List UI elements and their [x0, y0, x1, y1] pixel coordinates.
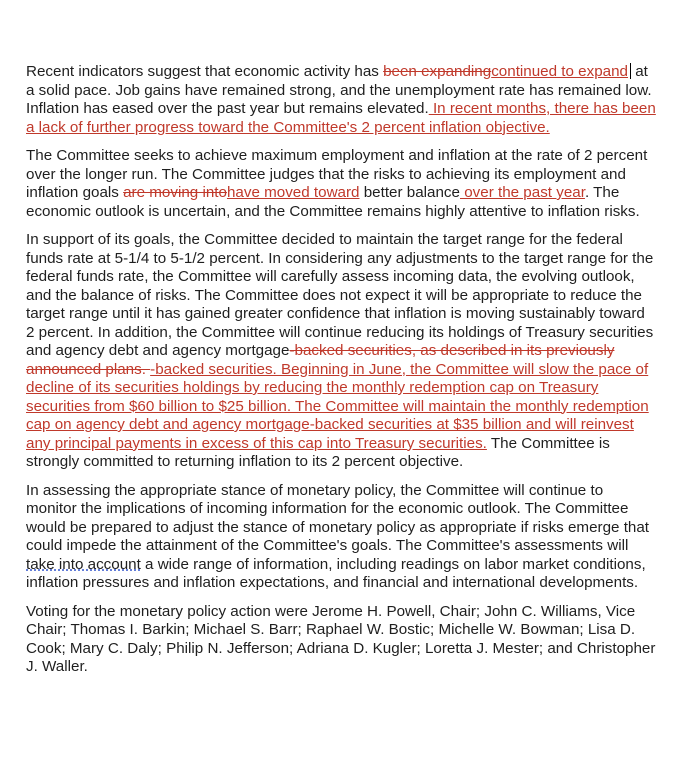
- text-run: . The economic outlook is uncertain, and the Committee remains highly attentive to inflation risks.: [26, 184, 640, 220]
- inserted-text: have moved toward: [226, 184, 360, 201]
- paragraph-assessing-stance: [26, 482, 656, 593]
- text-run: The Committee is strongly committed to returning inflation to its 2 percent objective.: [26, 434, 610, 470]
- text-run: a wide range of information, including readings on labor market conditions, inflation pressures and inflation expectations, and financial and international developments.: [26, 555, 646, 591]
- grammar-flagged-text[interactable]: take into account: [26, 555, 141, 573]
- document-body[interactable]: [26, 63, 656, 687]
- inserted-text: [491, 63, 631, 80]
- paragraph-committee-goals: [26, 147, 656, 221]
- paragraph-economic-activity: [26, 63, 656, 137]
- deleted-text: -backed securities, as described in its previously announced plans.: [26, 342, 615, 378]
- inserted-text: over the past year: [459, 184, 585, 201]
- text-run: The Committee seeks to achieve maximum employment and inflation at the rate of 2 percent over the longer run. The Committee judges that the risks to achieving its employment and inflation goals: [26, 147, 648, 201]
- inserted-text: In recent months, there has been a lack of further progress toward the Committee's 2 percent inflation objective.: [26, 100, 656, 136]
- text-run: at a solid pace. Job gains have remained strong, and the unemployment rate has remained low. Inflation has eased over the past year but remains elevated.: [26, 63, 652, 117]
- paragraph-voting-members: [26, 603, 656, 677]
- inserted-text-run: continued to expand: [491, 63, 629, 80]
- text-run: Recent indicators suggest that economic activity has: [26, 63, 384, 80]
- text-run: Voting for the monetary policy action were Jerome H. Powell, Chair; John C. Williams, Vice Chair; Thomas I. Barkin; Michael S. Barr; Raphael W. Bostic; Michelle W. Bowman; Lisa D. Cook; Mary C. Daly; Philip N. Jefferson; Adriana D. Kugler; Loretta J. Mester; and Christopher J. Waller.: [26, 602, 656, 675]
- deleted-text: been expanding: [383, 63, 492, 80]
- text-run: better balance: [359, 184, 460, 201]
- text-run: In support of its goals, the Committee decided to maintain the target range for the federal funds rate at 5-1/4 to 5-1/2 percent. In considering any adjustments to the target range for the federal funds rate, the Committee will carefully assess incoming data, the evolving outlook, and the balance of risks. The Committee does not expect it will be appropriate to reduce the target range until it has gained greater confidence that inflation is moving sustainably toward 2 percent. In addition, the Committee will continue reducing its holdings of Treasury securities and agency debt and agency mortgage: [26, 231, 654, 359]
- inserted-text: -backed securities. Beginning in June, the Committee will slow the pace of decline of its securities holdings by reducing the monthly redemption cap on Treasury securities from $60 billion to $25 billion. The Committee will maintain the monthly redemption cap on agency debt and agency mortgage-backed securities at $35 billion and will reinvest any principal payments in excess of this cap into Treasury securities.: [26, 360, 649, 452]
- paragraph-policy-action: [26, 231, 656, 472]
- text-run: In assessing the appropriate stance of monetary policy, the Committee will continue to monitor the implications of incoming information for the economic outlook. The Committee would be prepared to adjust the stance of monetary policy as appropriate if risks emerge that could impede the attainment of the Committee's goals. The Committee's assessments will: [26, 481, 650, 554]
- deleted-text: are moving into: [123, 184, 227, 201]
